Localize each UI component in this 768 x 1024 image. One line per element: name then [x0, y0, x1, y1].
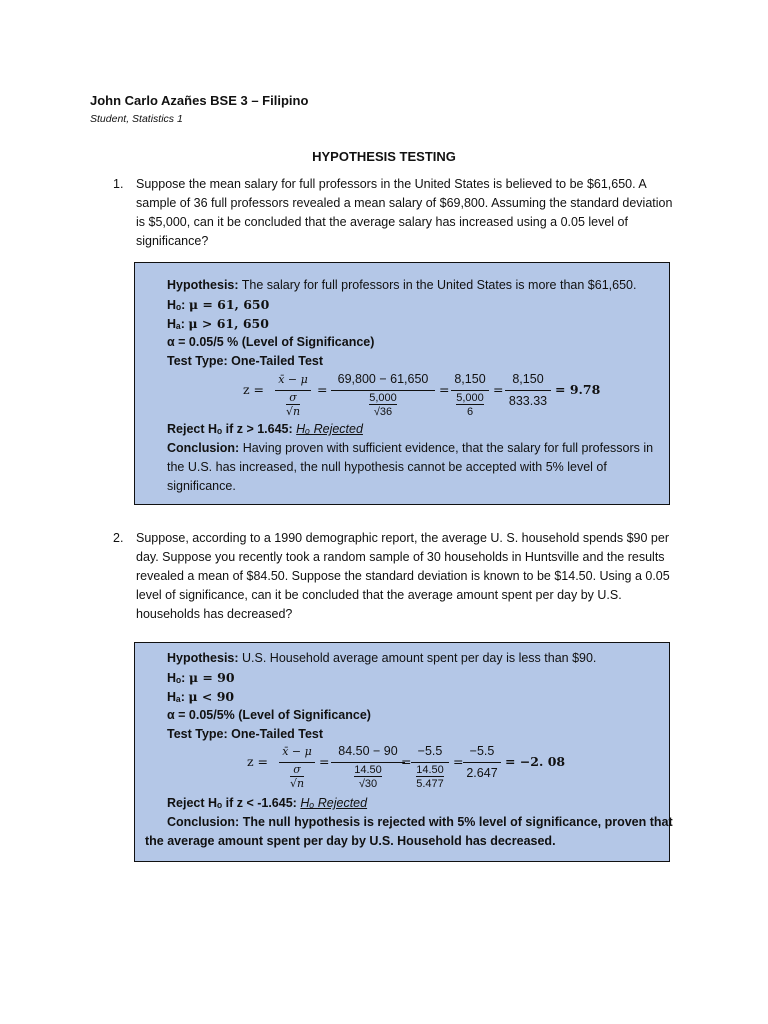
fraction-simplified	[411, 742, 449, 793]
reject-result: Hₒ Rejected	[300, 796, 368, 810]
test-type-line: Test Type: One-Tailed Test	[167, 354, 324, 368]
fraction-substituted	[331, 370, 435, 421]
fraction-general	[279, 742, 315, 792]
author-name: John Carlo Azañes BSE 3 – Filipino	[90, 93, 309, 108]
reject-rule: Reject Hₒ if z < -1.645:	[167, 796, 297, 810]
sqrt-value: 5.477	[416, 778, 444, 790]
alpha-line: α = 0.05/5 % (Level of Significance)	[167, 335, 375, 349]
z-formula	[135, 370, 671, 426]
numerator: 8,150	[454, 372, 486, 386]
ha-expression: μ < 90	[188, 689, 235, 704]
denominator: 2.647	[466, 766, 498, 780]
conclusion-text: Having proven with sufficient evidence, that the salary for full professors in	[239, 441, 654, 455]
numerator: x̄ − μ	[278, 373, 308, 386]
sqrt-n: √n	[285, 405, 301, 418]
hypothesis-line	[167, 649, 596, 668]
sigma-symbol: σ	[293, 763, 301, 776]
reject-rule: Reject Hₒ if z > 1.645:	[167, 422, 293, 436]
std-dev-value: 5,000	[456, 392, 484, 404]
sqrt-sample-size: √36	[373, 406, 393, 418]
reject-rule-line	[167, 420, 363, 439]
conclusion-line-2: the average amount spent per day by U.S. Household has decreased.	[145, 834, 556, 848]
hypothesis-line	[167, 276, 636, 295]
z-symbol: z =	[247, 754, 269, 769]
alt-hypothesis-line	[167, 687, 234, 707]
numerator: x̄ − μ	[282, 745, 312, 758]
numerator: 69,800 − 61,650	[337, 372, 429, 386]
ha-expression: μ > 61, 650	[188, 316, 269, 331]
equals-sign: =	[401, 754, 412, 769]
fraction-substituted	[331, 742, 405, 793]
question-text: Suppose the mean salary for full professors in the United States is believed to be $61,650. A sample of 36 full professors revealed a mean salary of $69,800. Assuming the standard deviation is $5,000, can it be concluded that the average salary has increased using a 0.05 level of significance?	[136, 177, 673, 248]
page-title: HYPOTHESIS TESTING	[312, 149, 456, 164]
std-dev-value: 5,000	[369, 392, 397, 404]
equals-sign: =	[319, 754, 330, 769]
conclusion-line-3: significance.	[167, 479, 236, 493]
question-number: 2.	[113, 531, 124, 545]
numerator: 8,150	[512, 372, 544, 386]
numerator: 84.50 − 90	[338, 744, 398, 758]
z-result: = −2. 08	[505, 754, 566, 769]
fraction-final	[505, 370, 551, 411]
z-result: = 9.78	[555, 382, 601, 397]
sqrt-sample-size: √30	[358, 778, 378, 790]
conclusion-text: The null hypothesis is rejected with 5% level of significance, proven that	[239, 815, 673, 829]
conclusion-line-2: the U.S. has increased, the null hypothesis cannot be accepted with 5% level of	[167, 460, 607, 474]
denominator: 833.33	[508, 394, 548, 408]
h0-label: Hₒ:	[167, 671, 186, 685]
fraction-general	[275, 370, 311, 420]
conclusion-label: Conclusion:	[167, 815, 240, 829]
alt-hypothesis-line	[167, 314, 269, 334]
sqrt-n: √n	[289, 777, 305, 790]
numerator: −5.5	[417, 744, 443, 758]
equals-sign: =	[317, 382, 328, 397]
test-type-line: Test Type: One-Tailed Test	[167, 727, 324, 741]
z-formula	[135, 742, 671, 798]
answer-box-1	[134, 262, 670, 505]
author-role: Student, Statistics 1	[90, 113, 183, 125]
alpha-line: α = 0.05/5% (Level of Significance)	[167, 708, 371, 722]
equals-sign: =	[493, 382, 504, 397]
h0-label: Hₒ:	[167, 298, 186, 312]
hypothesis-text: The salary for full professors in the United States is more than $61,650.	[238, 278, 637, 292]
numerator: −5.5	[469, 744, 495, 758]
conclusion-line-1	[167, 439, 653, 458]
conclusion-line-1	[167, 813, 673, 832]
std-dev-value: 14.50	[416, 764, 444, 776]
z-symbol: z =	[243, 382, 265, 397]
h0-expression: μ = 61, 650	[188, 297, 270, 312]
hypothesis-label: Hypothesis:	[167, 651, 239, 665]
std-dev-value: 14.50	[354, 764, 382, 776]
hypothesis-text: U.S. Household average amount spent per day is less than $90.	[238, 651, 597, 665]
conclusion-label: Conclusion:	[167, 441, 240, 455]
answer-box-2	[134, 642, 673, 862]
reject-rule-line	[167, 794, 367, 813]
fraction-final	[463, 742, 501, 783]
ha-label: Hₐ:	[167, 317, 185, 331]
null-hypothesis-line	[167, 295, 269, 315]
fraction-simplified	[451, 370, 489, 421]
sigma-symbol: σ	[289, 391, 297, 404]
null-hypothesis-line	[167, 668, 235, 688]
equals-sign: =	[439, 382, 450, 397]
question-text: Suppose, according to a 1990 demographic report, the average U. S. household spends $90 per day. Suppose you recently took a random sample of 30 households in Huntsville and the results revealed a mean of $84.50. Suppose the standard deviation is known to be $14.50. Using a 0.05 level of significance, can it be concluded that the average amount spent per day by U.S. households has decreased?	[136, 531, 670, 621]
question-number: 1.	[113, 177, 124, 191]
ha-label: Hₐ:	[167, 690, 185, 704]
equals-sign: =	[453, 754, 464, 769]
h0-expression: μ = 90	[188, 670, 235, 685]
hypothesis-label: Hypothesis:	[167, 278, 239, 292]
sqrt-value: 6	[466, 406, 474, 418]
reject-result: Hₒ Rejected	[296, 422, 363, 436]
